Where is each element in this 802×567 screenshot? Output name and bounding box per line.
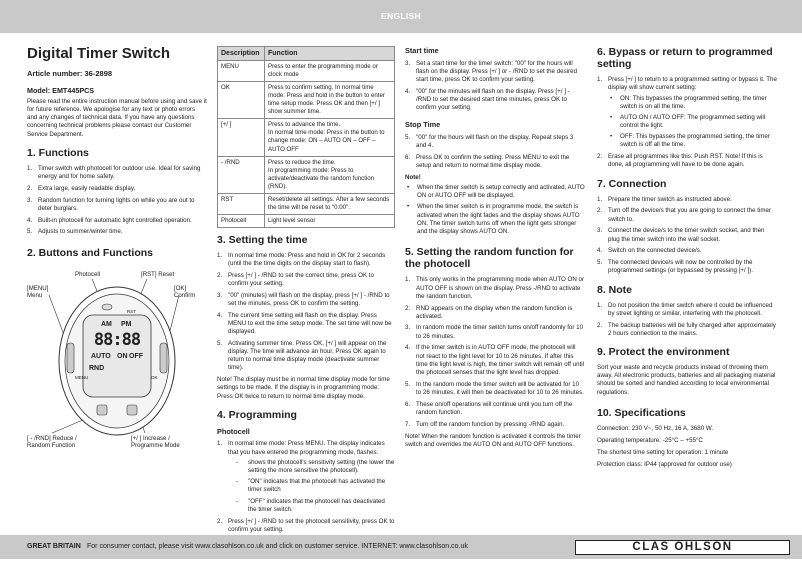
table-header: Function (265, 47, 395, 61)
list-item: 1. In normal time mode: Press MENU. The display indicates that you have entered the programming mode, flashes. - shows the photocell's sensitivity setting (the lower the setting the more sensitive the photocell). - "ON" indicates that the photocell has activated the timer switch - "OFF" indicates that the photocell has deactivated the timer switch. (217, 440, 395, 514)
list-item: 4. The current time setting will flash on the display. Press MENU to exit the time setup mode. The set time will now be displayed. (217, 311, 392, 336)
header-bar (0, 0, 802, 33)
list-item: 5. Adjusts to summer/winter time. (27, 228, 123, 236)
list-item: 3. Random function for turning lights on while you are out to deter burglars. (27, 196, 195, 212)
brand-logo-text: CLAS OHLSON (632, 541, 733, 553)
table-row: - /RND Press to reduce the time. In programming mode: Press to activate/deactivate the random function (RND). (218, 156, 395, 193)
start-time-list (405, 60, 585, 113)
spec-line: Protection class: IP44 (approved for outdoor use) (597, 461, 732, 469)
display-on: ON (117, 352, 128, 360)
list-item: 5. The connected device/s will now be controlled by the programmed settings (or bypassed by pressing [+/ ]). (597, 259, 753, 275)
stop-time-list (405, 134, 585, 170)
list-item: 2. Press [+/ ] - /RND to set the photocell sensitivity, press OK to confirm your setting. (217, 517, 395, 533)
stop-note-label: Note! (405, 173, 421, 181)
list-item: 2. RND appears on the display when the random function is activated. (405, 304, 573, 320)
column-1 (27, 46, 207, 465)
list-item: 1. This only works in the programming mode when AUTO ON or AUTO OFF is shown on the display. Press -/RND to activate the random function. (405, 276, 585, 300)
list-item: 3. Connect the device/s to the timer switch socket, and then plug the timer switch into the wall socket. (597, 227, 765, 243)
photocell-subheading: Photocell (217, 426, 250, 436)
list-item: 4. Switch on the connected device/s. (597, 247, 702, 255)
connection-list (597, 196, 777, 276)
column-3 (405, 46, 585, 453)
display-pm: PM (121, 320, 132, 328)
page-title: Digital Timer Switch (27, 45, 171, 62)
setting-time-heading: 3. Setting the time (217, 233, 308, 246)
functions-table (217, 46, 395, 228)
list-item: - "OFF" indicates that the photocell has deactivated the timer switch. (228, 498, 395, 514)
specs-heading: 10. Specifications (597, 406, 686, 419)
list-item: 4. "00" for the minutes will flash on the display. Press [+/ ] - /RND to set the desired start time minutes, press OK to confirm your setting. (405, 87, 570, 112)
display-ok: OK (151, 374, 158, 380)
table-row: [+/ ] Press to advance the time. In normal time mode: Press in the button to change mode: ON – AUTO ON – OFF – AUTO OFF (218, 119, 395, 156)
footer-contact: For consumer contact, please visit www.clasohlson.co.uk and click on customer service. INTERNET: www.clasohlson.co.uk (87, 543, 468, 550)
list-item: 6. Press OK to confirm the setting. Press MENU to exit the setup and return to normal time display mode. (405, 153, 570, 170)
environment-text: Sort your waste and recycle products instead of throwing them away. All electronic products, batteries and all packaging material should be sorted and handled according to local environmental regulations. (597, 364, 776, 396)
spec-line: Connection: 230 V~, 50 Hz, 16 A, 3680 W. (597, 424, 714, 432)
list-item: 2. Press [+/ ] - /RND to set the correct time, press OK to confirm your setting. (217, 271, 374, 287)
display-rnd: RND (89, 364, 105, 372)
display-auto: AUTO (91, 352, 111, 360)
list-item: 1. Press [+/ ] to return to a programmed setting or bypass it. The display will show current setting: • ON: This bypasses the programmed setting, the timer switch is on all the time. • AUTO ON / AUTO OFF: The programmed setting will control the light. • OFF: This bypasses the programmed setting, the timer switch is off all the time. (597, 76, 777, 150)
random-note: Note! When the random function is activated it controls the timer switch and overrides the AUTO ON and AUTO OFF functions. (405, 432, 581, 448)
display-rst: RST (127, 308, 136, 314)
label-ok: [OK] Confirm (174, 284, 196, 300)
connection-heading: 7. Connection (597, 177, 667, 190)
note-list (597, 302, 777, 338)
list-item: 1. In normal time mode: Press and hold in OK for 2 seconds (until the the time digits on the display start to flash). (217, 251, 386, 268)
random-list (405, 276, 585, 429)
list-item: - shows the photocell's sensitivity setting (the lower the setting the more sensitive the photocell). (228, 459, 395, 475)
article-number: Article number: 36-2898 (27, 68, 113, 78)
programming-heading: 4. Programming (217, 408, 297, 421)
display-time: 88:88 (93, 329, 141, 350)
programming-list (217, 440, 395, 533)
label-photocell: Photocell (75, 270, 101, 278)
list-item: 7. Turn off the random function by pressing -/RND again. (405, 420, 565, 428)
footer-country: GREAT BRITAIN (27, 543, 81, 550)
random-heading: 5. Setting the random function for the photocell (405, 246, 574, 271)
table-row: OK Press to confirm setting. In normal time mode: Press and hold in the button to enter time setup mode. Press OK and then [+/ ] show summer time. (218, 82, 395, 119)
functions-heading: 1. Functions (27, 146, 89, 159)
display-menu: MENU (75, 374, 89, 380)
timer-diagram (27, 265, 207, 465)
spec-line: The shortest time setting for operation: 1 minute (597, 449, 729, 457)
display-am: AM (101, 320, 112, 328)
setting-time-note: Note! The display must be in normal time display mode for time settings to be made. If the display is in programming mode: Press OK twice to return to normal time display mode. (217, 376, 390, 400)
column-2 (217, 46, 395, 538)
list-item: 1. Timer switch with photocell for outdoor use. Ideal for saving energy and for home safety. (27, 164, 201, 181)
list-item: 1. Do not position the timer switch where it could be influenced by street lighting or similar, interfering with the photocell. (597, 301, 773, 317)
list-item: 3. Set a start time for the timer switch: "00" for the hours will flash on the display. Press [+/ ] or - /RND to set the desired start time, press OK to confirm your setting. (405, 59, 578, 83)
list-item: • When the timer switch is setup correctly and activated, AUTO ON or AUTO OFF will be displayed. (405, 184, 585, 200)
functions-list (27, 165, 207, 237)
list-item: • ON: This bypasses the programmed setting, the timer switch is on all the time. (608, 95, 777, 111)
list-item: • When the timer switch is in programme mode, the switch is activated when the light fades and the display shows AUTO ON. The timer switch turns off when the light gets stronger and the display shows AUTO ON. (405, 203, 585, 236)
brand-logo (575, 540, 790, 555)
list-item: 3. "00" (minutes) will flash on the display, press [+/ ] - /RND to set the minutes, press OK to confirm the setting. (217, 291, 390, 307)
language-label: ENGLISH (381, 11, 421, 21)
buttons-heading: 2. Buttons and Functions (27, 246, 153, 259)
list-item: 5. "00" for the hours will flash on the display. Repeat steps 3 and 4. (405, 133, 574, 150)
column-4 (597, 46, 777, 474)
list-item: 4. If the timer switch is in AUTO OFF mode, the photocell will not react to the light level for 10 to 26 minutes. If after this time the light level is high, the timer switch will remain off until the photocell senses that the light level has dropped. (405, 344, 585, 376)
model-number: Model: EMT445PCS (27, 86, 95, 96)
start-time-heading: Start time (405, 46, 439, 55)
label-reset: [RST] Reset (141, 270, 175, 278)
stop-time-heading: Stop Time (405, 120, 441, 130)
list-item: 5. Activating summer time. Press OK, [+/ ] will appear on the display. The time will advance an hour. Press OK again to return to normal time display mode (deactivate summer time). (217, 339, 387, 372)
list-item: 2. Erase all programmes like this: Push RST. Note! If this is done, all programming will have to be done again. (597, 153, 763, 169)
list-item: - "ON" indicates that the photocell has activated the timer switch (228, 478, 395, 494)
table-row: MENU Press to enter the programming mode or clock mode (218, 61, 395, 82)
list-item: 2. Turn off the device/s that you are going to connect the timer switch to. (597, 207, 772, 223)
table-row: Photocell Light level sensor (218, 214, 395, 227)
list-item: 5. In the random mode the timer switch will be activated for 10 to 26 minutes, it will then be deactivated for 10 to 26 minutes. (405, 380, 584, 396)
list-item: 4. Built-in photocell for automatic light controlled operation. (27, 216, 192, 224)
label-menu: [MENU] Menu (27, 284, 49, 300)
list-item: 1. Prepare the timer switch as instructed above. (597, 195, 732, 203)
list-item: 2. Extra large, easily readable display. (27, 184, 136, 192)
table-header: Description (218, 47, 265, 61)
table-row: RST Reset/delete all settings. After a few seconds the time will be reset to "0:00". (218, 193, 395, 214)
bypass-heading: 6. Bypass or return to programmed setting (597, 46, 773, 71)
list-item: • OFF: This bypasses the programmed setting, the timer switch is off all the time. (608, 133, 777, 149)
display-off: OFF (129, 352, 143, 360)
bypass-list (597, 76, 777, 169)
spec-line: Operating temperature: -25°C – +55°C (597, 437, 703, 444)
list-item: 2. The backup batteries will be fully charged after approximately 2 hours connection to the mains. (597, 321, 776, 337)
note-heading: 8. Note (597, 283, 633, 296)
intro-text: Please read the entire instruction manual before using and save it for future reference. We apologise for any text or photo errors and any changes of technical data. If you have any questions concerning technical problems please contact our Customer Service Department. (27, 97, 207, 138)
list-item: 3. In random mode the timer switch turns on/off randomly for 10 to 26 minutes. (405, 324, 584, 340)
list-item: 6. These on/off operations will continue until you turn off the random function. (405, 400, 573, 416)
label-increase: [+/ ] Increase / Programme Mode (131, 434, 180, 450)
label-reduce: [ - /RND] Reduce / Random Function (27, 434, 77, 450)
environment-heading: 9. Protect the environment (597, 345, 730, 358)
list-item: • AUTO ON / AUTO OFF: The programmed setting will control the light. (608, 114, 777, 130)
setting-time-list (217, 252, 395, 373)
stop-note-list (405, 184, 585, 236)
